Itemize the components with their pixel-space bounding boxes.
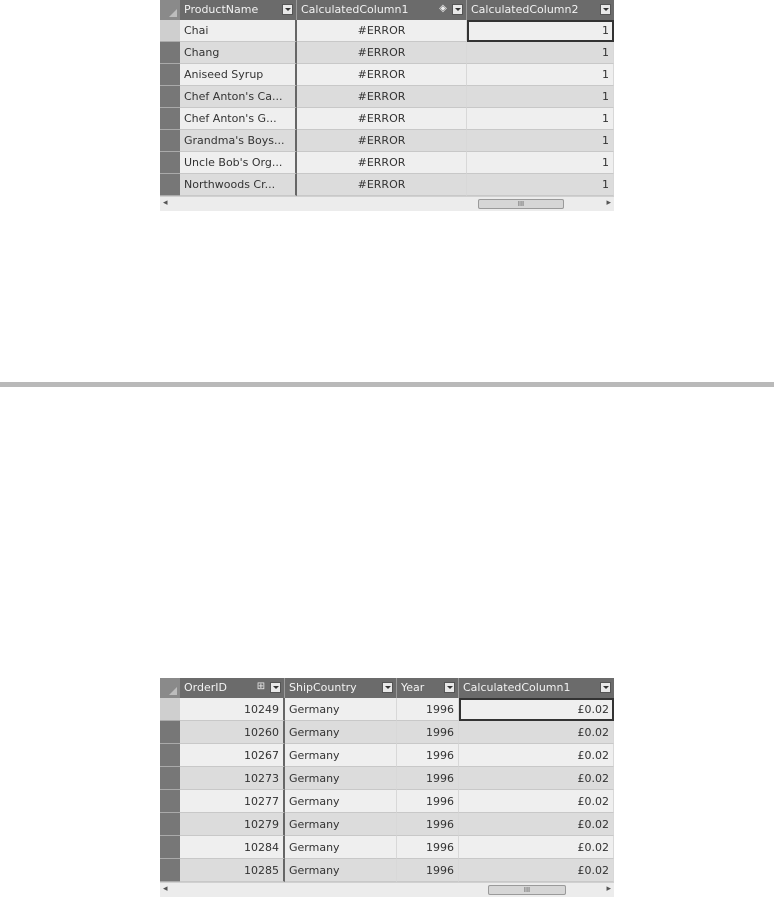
table-cell[interactable]: £0.02 — [459, 721, 614, 744]
table-cell[interactable]: 1996 — [397, 790, 459, 813]
table-cell[interactable]: 10285 — [180, 859, 285, 882]
column-header-label: CalculatedColumn1 — [301, 3, 409, 16]
scroll-thumb-grip: III — [517, 200, 525, 208]
table-cell[interactable]: 1996 — [397, 813, 459, 836]
row-selector[interactable] — [160, 20, 180, 42]
scroll-thumb[interactable] — [488, 885, 566, 895]
table-cell[interactable]: 10277 — [180, 790, 285, 813]
table-cell[interactable]: 1996 — [397, 744, 459, 767]
chevron-down-icon[interactable] — [452, 4, 463, 15]
table-cell[interactable]: Germany — [285, 698, 397, 721]
table-cell[interactable]: 1 — [467, 152, 614, 174]
row-selector[interactable] — [160, 767, 180, 790]
column-header-label: Year — [401, 681, 425, 694]
key-icon: ⊞ — [256, 681, 266, 692]
table-row[interactable] — [160, 108, 614, 130]
product-grid — [160, 0, 614, 210]
grid-header — [160, 678, 614, 698]
column-header-year[interactable] — [397, 678, 459, 698]
select-all-corner[interactable] — [160, 0, 180, 20]
scroll-thumb[interactable] — [478, 199, 564, 209]
row-selector[interactable] — [160, 698, 180, 721]
select-all-corner[interactable] — [160, 678, 180, 698]
table-cell[interactable]: #ERROR — [297, 20, 467, 42]
table-cell[interactable]: 1996 — [397, 698, 459, 721]
table-row[interactable] — [160, 744, 614, 767]
row-selector[interactable] — [160, 152, 180, 174]
table-cell[interactable]: Chai — [180, 20, 297, 42]
table-cell[interactable]: 1996 — [397, 836, 459, 859]
table-cell[interactable]: Chang — [180, 42, 297, 64]
arrow-right-icon[interactable]: ▸ — [606, 884, 611, 894]
column-header-productname[interactable] — [180, 0, 297, 20]
table-row[interactable] — [160, 152, 614, 174]
table-cell[interactable]: #ERROR — [297, 174, 467, 196]
row-selector[interactable] — [160, 721, 180, 744]
table-row[interactable] — [160, 813, 614, 836]
column-header-calculatedcolumn2[interactable] — [467, 0, 614, 20]
table-cell[interactable]: #ERROR — [297, 108, 467, 130]
table-cell[interactable]: 10260 — [180, 721, 285, 744]
table-cell[interactable]: £0.02 — [459, 836, 614, 859]
table-row[interactable] — [160, 836, 614, 859]
table-cell[interactable]: Germany — [285, 836, 397, 859]
table-cell[interactable]: 10284 — [180, 836, 285, 859]
table-row[interactable] — [160, 767, 614, 790]
column-header-calculatedcolumn1[interactable] — [459, 678, 614, 698]
chevron-down-icon[interactable] — [270, 682, 281, 693]
orders-grid — [160, 678, 614, 900]
horizontal-scrollbar[interactable] — [160, 196, 614, 211]
grid-rows — [160, 20, 614, 196]
scroll-thumb-grip: III — [523, 886, 531, 894]
table-cell[interactable]: Chef Anton's Ca... — [180, 86, 297, 108]
table-cell[interactable]: 10249 — [180, 698, 285, 721]
row-selector[interactable] — [160, 64, 180, 86]
table-row[interactable] — [160, 174, 614, 196]
arrow-right-icon[interactable]: ▸ — [606, 198, 611, 208]
chevron-down-icon[interactable] — [382, 682, 393, 693]
column-header-label: CalculatedColumn2 — [471, 3, 579, 16]
table-cell[interactable]: Grandma's Boys... — [180, 130, 297, 152]
table-cell[interactable]: 1 — [467, 108, 614, 130]
table-cell[interactable]: Uncle Bob's Org... — [180, 152, 297, 174]
table-cell[interactable]: £0.02 — [459, 744, 614, 767]
table-cell[interactable]: Aniseed Syrup — [180, 64, 297, 86]
row-selector[interactable] — [160, 859, 180, 882]
table-cell[interactable]: Germany — [285, 790, 397, 813]
table-cell[interactable]: 1996 — [397, 721, 459, 744]
table-row[interactable] — [160, 42, 614, 64]
table-row[interactable] — [160, 790, 614, 813]
table-cell[interactable]: #ERROR — [297, 152, 467, 174]
column-header-shipcountry[interactable] — [285, 678, 397, 698]
row-selector[interactable] — [160, 174, 180, 196]
table-cell[interactable]: £0.02 — [459, 859, 614, 882]
chevron-down-icon[interactable] — [444, 682, 455, 693]
table-cell[interactable]: Germany — [285, 813, 397, 836]
row-selector[interactable] — [160, 108, 180, 130]
table-cell[interactable]: 1 — [467, 42, 614, 64]
table-cell[interactable]: Northwoods Cr... — [180, 174, 297, 196]
row-selector[interactable] — [160, 836, 180, 859]
table-row[interactable] — [160, 20, 614, 42]
table-cell[interactable]: £0.02 — [459, 790, 614, 813]
table-cell[interactable]: 1 — [467, 174, 614, 196]
row-selector[interactable] — [160, 744, 180, 767]
table-cell[interactable]: #ERROR — [297, 42, 467, 64]
table-cell[interactable]: Germany — [285, 744, 397, 767]
table-cell[interactable]: Germany — [285, 721, 397, 744]
table-row[interactable] — [160, 721, 614, 744]
table-cell[interactable]: #ERROR — [297, 130, 467, 152]
table-row[interactable] — [160, 859, 614, 882]
column-header-label: CalculatedColumn1 — [463, 681, 571, 694]
column-header-orderid[interactable] — [180, 678, 285, 698]
row-selector[interactable] — [160, 790, 180, 813]
row-selector[interactable] — [160, 86, 180, 108]
table-cell[interactable]: #ERROR — [297, 86, 467, 108]
grid-rows — [160, 698, 614, 882]
table-cell[interactable]: 10279 — [180, 813, 285, 836]
chevron-down-icon[interactable] — [282, 4, 293, 15]
table-row[interactable] — [160, 698, 614, 721]
table-cell[interactable]: 1 — [467, 86, 614, 108]
table-cell[interactable]: Chef Anton's G... — [180, 108, 297, 130]
table-cell[interactable]: Germany — [285, 767, 397, 790]
table-cell[interactable]: #ERROR — [297, 64, 467, 86]
section-divider — [0, 382, 774, 387]
table-cell[interactable]: 10267 — [180, 744, 285, 767]
column-header-calculatedcolumn1[interactable] — [297, 0, 467, 20]
table-cell[interactable]: 1 — [467, 20, 614, 42]
table-row[interactable] — [160, 86, 614, 108]
chevron-down-icon[interactable] — [600, 4, 611, 15]
table-cell[interactable]: Germany — [285, 859, 397, 882]
row-selector[interactable] — [160, 130, 180, 152]
table-cell[interactable]: 10273 — [180, 767, 285, 790]
table-cell[interactable]: £0.02 — [459, 698, 614, 721]
column-header-label: ShipCountry — [289, 681, 357, 694]
table-cell[interactable]: £0.02 — [459, 767, 614, 790]
table-cell[interactable]: 1996 — [397, 767, 459, 790]
chevron-down-icon[interactable] — [600, 682, 611, 693]
row-selector[interactable] — [160, 42, 180, 64]
arrow-left-icon[interactable]: ◂ — [163, 884, 168, 894]
table-cell[interactable]: 1996 — [397, 859, 459, 882]
table-cell[interactable]: £0.02 — [459, 813, 614, 836]
table-cell[interactable]: 1 — [467, 130, 614, 152]
table-cell[interactable]: 1 — [467, 64, 614, 86]
grid-header — [160, 0, 614, 20]
row-selector[interactable] — [160, 813, 180, 836]
formula-icon: ◈ — [439, 3, 447, 14]
column-header-label: ProductName — [184, 3, 259, 16]
table-row[interactable] — [160, 64, 614, 86]
arrow-left-icon[interactable]: ◂ — [163, 198, 168, 208]
table-row[interactable] — [160, 130, 614, 152]
column-header-label: OrderID — [184, 681, 227, 694]
horizontal-scrollbar[interactable] — [160, 882, 614, 897]
